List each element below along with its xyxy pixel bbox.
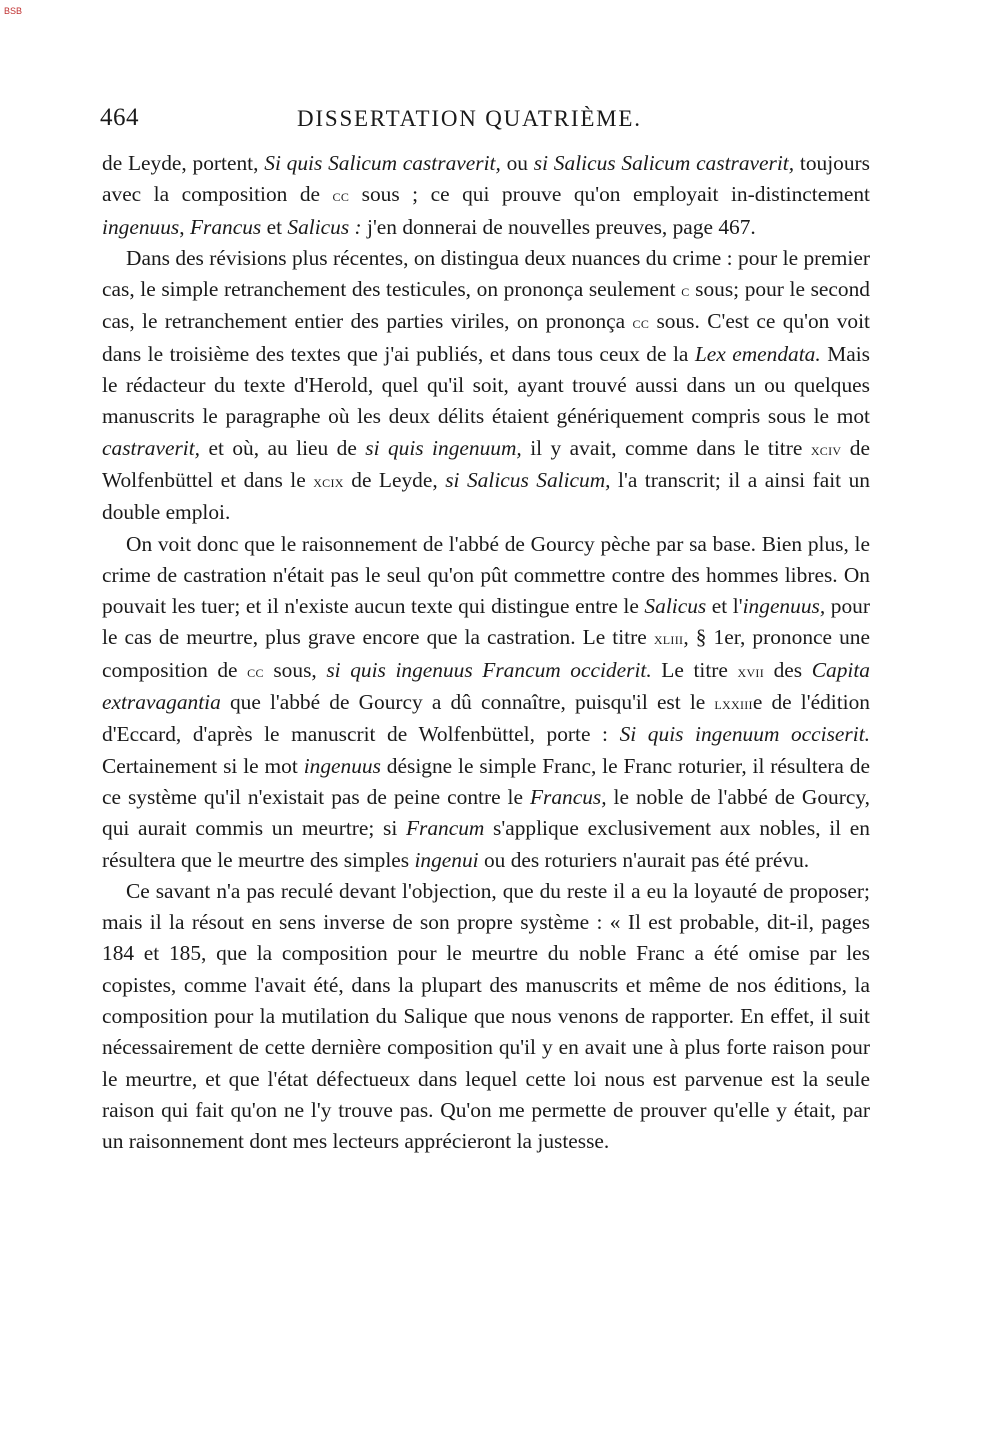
text-run: , — [179, 214, 190, 239]
text-run: s'applique exclusivement aux nobles, il en résultera que le meurtre des simples — [102, 816, 870, 872]
text-run: Ce savant n'a pas reculé devant l'objection, que du reste il a eu la loyauté de proposer; mais il la résout en sens inverse de son propre système : « Il est probable, dit-il, pages 184 et 185, que la composition pour le meurtre du noble Franc a été omise par les copistes, comme l'avait été, dans la plupart des manuscrits et même de nos éditions, la composition pour la mutilation du Salique que nous venons de rapporter. En effet, il suit nécessairement de cette dernière composition qu'il y en avait une à plus forte raison pour le meurtre, et que l'état défectueux dans lequel cette loi nous est parvenue est la seule raison qui fait qu'on ne l'y trouve pas. Qu'on me permette de prouver qu'elle y était, par un raisonnement dont mes lecteurs apprécieront la justesse. — [102, 878, 870, 1154]
small-caps-numeral: lxxiii — [714, 693, 753, 714]
text-run: l'a transcrit; il a ainsi fait un double emploi. — [102, 467, 870, 525]
text-run: pour le cas de meurtre, plus grave encore que la castration. Le titre — [102, 594, 870, 650]
text-run: il y avait, comme dans le titre — [521, 435, 811, 460]
italic-phrase: si quis ingenuus Francum occiderit. — [326, 657, 652, 682]
text-run: et l' — [706, 594, 743, 619]
italic-phrase: Salicus : — [287, 214, 362, 239]
italic-phrase: ingenuus — [102, 214, 180, 239]
small-caps-numeral: xvii — [737, 660, 765, 681]
italic-phrase: ingenui — [414, 847, 479, 872]
page-header — [100, 104, 870, 138]
text-run: de Leyde, — [343, 467, 446, 492]
italic-phrase: Francus — [189, 214, 262, 239]
small-caps-numeral: cc — [247, 660, 264, 681]
text-run: sous ; ce qui prouve qu'on employait in-distinctement — [349, 182, 870, 207]
italic-phrase: castraverit, — [102, 435, 201, 460]
text-run: que l'abbé de Gourcy a dû connaître, puisqu'il est le — [220, 690, 715, 715]
small-caps-numeral: cc — [632, 312, 650, 333]
text-run: de Leyde, portent, — [102, 151, 265, 175]
small-caps-numeral: xcix — [313, 470, 344, 491]
small-caps-numeral: xciv — [810, 438, 842, 459]
text-run: On voit donc que le raisonnement de l'abbé de Gourcy pèche par sa base. Bien plus, le crime de castration n'était pas le seul qu'on pût commettre contre des hommes libres. On pouvait les tuer; et il n'existe aucun texte qui distingue entre le — [102, 531, 870, 619]
italic-phrase: Lex emendata. — [694, 341, 821, 366]
text-run: ou — [500, 151, 534, 175]
page-number: 464 — [100, 104, 139, 131]
italic-phrase: Si quis Salicum castraverit, — [264, 151, 501, 175]
text-run: Mais le rédacteur du texte d'Herold, quel qu'il soit, ayant trouvé aussi dans un ou quelques manuscrits le paragraphe où les deux délits étaient génériquement compris sous le mot — [102, 341, 870, 429]
text-run: Dans des révisions plus récentes, on distingua deux nuances du crime : pour le premier cas, le simple retranchement des testicules, on prononça seulement — [102, 245, 870, 302]
text-run: le noble de l'abbé de Gourcy, qui aurait commis un meurtre; si — [102, 784, 870, 841]
text-run: désigne le simple Franc, le Franc roturier, il résultera de ce système qu'il n'existait pas de peine contre le — [102, 753, 870, 809]
small-caps-numeral: xliii — [653, 628, 684, 649]
text-run: e de l'édition d'Eccard, d'après le manuscrit de Wolfenbüttel, porte : — [102, 690, 870, 747]
text-run: et où, au lieu de — [200, 435, 366, 460]
italic-phrase: si Salicus Salicum castraverit, — [533, 151, 795, 175]
italic-phrase: Francus, — [529, 784, 607, 809]
small-caps-numeral: c — [681, 280, 690, 301]
text-run: de Wolfenbüttel et dans le — [102, 435, 870, 492]
text-run: Certainement si le mot — [102, 753, 304, 778]
library-stamp: BSB — [4, 6, 23, 16]
italic-phrase: Francum — [405, 816, 485, 841]
running-title: DISSERTATION QUATRIÈME. — [297, 106, 642, 131]
body-text — [102, 148, 870, 1158]
text-run: et — [261, 214, 288, 239]
paragraph-3 — [102, 529, 870, 876]
italic-phrase: Salicus — [644, 594, 707, 619]
text-run: sous; pour le second cas, le retranchement entier des parties viriles, on prononça — [102, 277, 870, 334]
italic-phrase: Capita extravagantia — [102, 657, 870, 715]
text-run: toujours avec la composition de — [102, 151, 870, 207]
italic-phrase: ingenuus, — [742, 594, 826, 619]
text-run: sous. C'est ce qu'on voit dans le troisième des textes que j'ai publiés, et dans tous ceux de la — [102, 309, 870, 366]
italic-phrase: si quis ingenuum, — [365, 435, 522, 460]
text-run: ou des roturiers n'aurait pas été prévu. — [478, 847, 810, 872]
italic-phrase: si Salicus Salicum, — [445, 467, 611, 492]
italic-phrase: ingenuus — [303, 753, 381, 778]
text-run: j'en donnerai de nouvelles preuves, page 467. — [361, 214, 756, 239]
paragraph-1 — [102, 148, 870, 243]
paragraph-4 — [102, 876, 870, 1158]
italic-phrase: Si quis ingenuum occiserit. — [619, 722, 870, 747]
paragraph-2 — [102, 243, 870, 529]
text-run: des — [764, 657, 812, 682]
small-caps-numeral: cc — [332, 185, 350, 206]
text-run: , § 1er, prononce une composition de — [102, 625, 870, 682]
text-run: Le titre — [651, 657, 738, 682]
text-run: sous, — [263, 657, 327, 682]
